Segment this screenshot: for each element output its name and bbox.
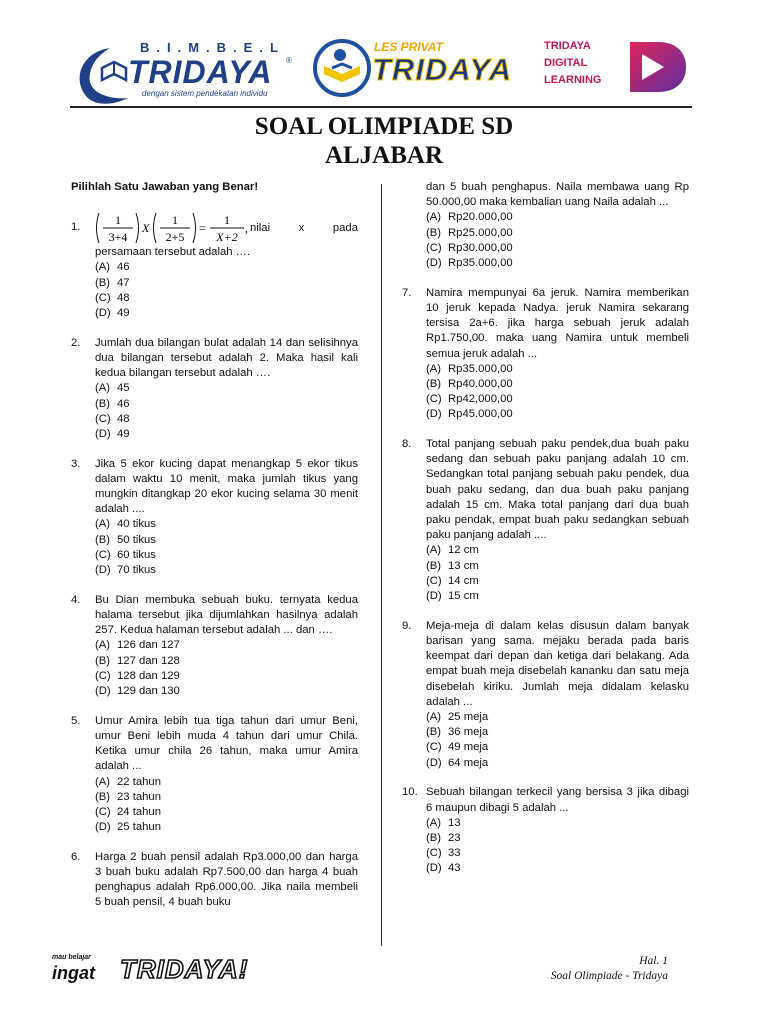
option-value: 23 [448,831,461,844]
answer-option[interactable] [95,563,358,578]
fraction-1-numerator: 1 [115,213,121,228]
tail-word: nilai [250,221,271,234]
option-value: 36 meja [448,726,489,739]
instruction-text: Pilihlah Satu Jawaban yang Benar! [71,181,259,193]
option-value: Rp25.000,00 [448,226,513,239]
option-value: 50 tikus [117,533,156,546]
option-value: 49 [117,427,130,440]
les-privat-brand-name: TRIDAYA [372,52,513,87]
option-letter: (C) [426,847,442,860]
option-value: 129 dan 130 [117,684,180,697]
answer-option[interactable] [95,684,358,699]
option-letter: (D) [426,257,442,270]
option-letter: (B) [426,726,442,739]
tail-word: x [298,221,305,234]
answer-option[interactable] [95,669,358,684]
option-value: 45 [117,382,130,395]
digital-line-1: TRIDAYA [544,40,591,52]
option-value: 127 dan 128 [117,654,180,667]
answer-option[interactable] [426,710,689,725]
question-item [71,336,358,442]
answer-option[interactable] [426,362,689,377]
option-value: Rp40.000,00 [448,377,513,390]
option-value: 13 [448,816,461,829]
answer-option[interactable] [95,517,358,532]
answer-option[interactable] [426,589,689,604]
digital-line-3: LEARNING [544,74,602,86]
bimbel-label: B.I.M.B.E.L [140,40,285,55]
option-letter: (C) [426,241,442,254]
equation-comma: , [245,221,248,236]
option-letter: (D) [426,590,442,603]
fraction-3-denominator: X+2 [216,230,238,245]
question-item [402,286,689,423]
question-number: 1. [71,221,81,234]
times-variable: X [142,221,150,236]
option-letter: (C) [95,291,111,304]
option-letter: (C) [426,574,442,587]
answer-option[interactable] [95,805,358,820]
question-item [402,437,689,604]
ingat-tridaya-logo [52,952,262,988]
answer-option[interactable] [95,381,358,396]
option-letter: (D) [95,307,111,320]
answer-option[interactable] [426,241,689,256]
question-text: persamaan tersebut adalah …. [95,246,251,259]
question-text: Sebuah bilangan terkecil yang bersisa 3 jika dibagi 6 maupun dibagi 5 adalah ... [426,786,689,814]
equation-formula [95,211,250,245]
option-value: 40 tikus [117,518,156,531]
answer-option[interactable] [426,725,689,740]
answer-option[interactable] [426,831,689,846]
option-value: 22 tahun [117,775,161,788]
answer-option[interactable] [426,740,689,755]
question-6-continued [402,180,689,271]
option-value: Rp42,000,00 [448,393,513,406]
question-text: Jika 5 ekor kucing dapat menangkap 5 ekor tikus dalam waktu 10 menit, maka jumlah tikus yang mungkin ditangkap 20 ekor kucing selama 30 menit adalah .... [95,457,358,516]
question-item [71,457,358,579]
question-number: 7. [402,286,412,299]
answer-option[interactable] [95,654,358,669]
option-letter: (D) [426,408,442,421]
option-value: Rp45.000,00 [448,408,513,421]
option-letter: (C) [95,805,111,818]
fraction-2-numerator: 1 [172,213,178,228]
answer-option[interactable] [426,543,689,558]
option-value: 23 tahun [117,790,161,803]
question-text: Total panjang sebuah paku pendek,dua buah paku sedang dan sebuah paku panjang adalah 10 cm. Sedangkan total panjang sebuah paku pendek, dua buah paku sedang, dan dua buah paku panjang adalah 15 cm. Maka total panjang dari dua buah paku pendak, empat buah paku sedangkan sebuah paku panjang adalah .... [426,438,689,542]
answer-option[interactable] [95,548,358,563]
tail-word: pada [332,221,358,234]
answer-option[interactable] [426,226,689,241]
fraction-1-denominator: 3+4 [108,230,128,245]
option-letter: (B) [95,533,111,546]
answer-option[interactable] [95,820,358,835]
answer-option[interactable] [95,306,358,321]
option-value: 49 meja [448,741,489,754]
option-letter: (A) [426,211,442,224]
answer-option[interactable] [95,775,358,790]
bimbel-brand-name: TRIDAYA [128,54,273,90]
option-value: 126 dan 127 [117,639,180,652]
answer-option[interactable] [426,756,689,771]
answer-option[interactable] [426,392,689,407]
footer-logo-brand: TRIDAYA! [120,954,249,984]
option-value: Rp30.000,00 [448,241,513,254]
bimbel-tagline: dengan sistem pendekatan individu [142,89,268,98]
option-value: Rp20.000,00 [448,211,513,224]
answer-option[interactable] [95,638,358,653]
option-letter: (B) [426,226,442,239]
option-value: 15 cm [448,590,479,603]
right-column [402,180,689,891]
fraction-3-numerator: 1 [224,213,230,228]
answer-option[interactable] [426,210,689,225]
bimbel-tridaya-logo [72,38,302,110]
answer-option[interactable] [426,861,689,876]
option-value: 48 [117,291,130,304]
option-letter: (B) [426,377,442,390]
question-text: Harga 2 buah pensil adalah Rp3.000,00 dan harga 3 buah buku adalah Rp7.500,00 dan harga 4 buah penghapus adalah Rp6.000,00. Jika naila membeli 5 buah pensil, 4 buah buku [95,850,358,909]
option-value: 60 tikus [117,548,156,561]
question-number: 3. [71,457,81,470]
option-value: 25 tahun [117,821,161,834]
answer-option[interactable] [426,816,689,831]
option-value: Rp35.000,00 [448,257,513,270]
option-letter: (A) [95,775,111,788]
option-value: 46 [117,261,130,274]
question-number: 4. [71,593,81,606]
option-letter: (A) [426,544,442,557]
question-item [71,714,358,836]
les-privat-tridaya-logo [312,38,524,98]
question-text: Meja-meja di dalam kelas disusun dalam banyak barisan yang sama. mejaku berada pada baris keempat dari depan dan ketiga dari belakang. Ada empat buah meja disebelah kananku dan satu meja disebelah kiriku. Jumlah meja didalam kelasku adalah ... [426,619,689,708]
answer-option[interactable] [95,291,358,306]
option-letter: (D) [426,862,442,875]
option-value: 33 [448,847,461,860]
column-divider [381,184,382,946]
answer-option[interactable] [95,276,358,291]
option-value: 46 [117,397,130,410]
question-text: Jumlah dua bilangan bulat adalah 14 dan selisihnya dua bilangan tersebut adalah 2. Maka hasil kali kedua bilangan tersebut adalah …. [95,336,358,380]
answer-option[interactable] [426,256,689,271]
question-number: 10. [402,786,418,799]
question-1-tail [250,221,358,236]
option-letter: (C) [95,412,111,425]
question-item [402,619,689,771]
option-letter: (B) [426,559,442,572]
document-name: Soal Olimpiade - Tridaya [550,970,668,982]
question-item [71,593,358,699]
answer-option[interactable] [426,559,689,574]
answer-option[interactable] [95,412,358,427]
option-letter: (B) [426,831,442,844]
letter-d-play-icon [624,40,688,94]
answer-option[interactable] [95,397,358,412]
question-6-options [426,210,689,271]
page-subtitle: ALJABAR [324,142,444,169]
option-value: 43 [448,862,461,875]
question-number: 2. [71,336,81,349]
answer-option[interactable] [95,260,358,275]
question-text: Umur Amira lebih tua tiga tahun dari umur Beni, umur Beni lebih muda 4 tahun dari umur Chila. Ketika umur chila 26 tahun, maka umur Amira adalah ... [95,714,358,773]
option-letter: (A) [95,639,111,652]
option-letter: (A) [426,816,442,829]
option-value: 70 tikus [117,564,156,577]
option-letter: (D) [95,564,111,577]
option-letter: (B) [95,276,111,289]
left-question-list [71,336,358,911]
footer-logo-ingat: ingat [52,963,95,983]
option-letter: (A) [95,261,111,274]
digital-line-2: DIGITAL [544,57,588,69]
tridaya-digital-learning-logo [540,38,690,98]
right-question-list [402,286,689,877]
option-letter: (D) [95,427,111,440]
question-number: 8. [402,438,412,451]
question-text: Namira mempunyai 6a jeruk. Namira memberikan 10 jeruk kepada Nadya. jeruk Namira sekarang tersisa 2a+6. jika harga sebuah jeruk adalah Rp1.750,00. maka uang Namira untuk membeli semua jeruk adalah ... [426,286,689,360]
question-number: 6. [71,850,81,863]
reading-person-icon [312,38,372,98]
question-item [71,850,358,911]
option-value: 12 cm [448,544,479,557]
option-value: Rp35.000,00 [448,362,513,375]
page-title: SOAL OLIMPIADE SD [254,113,514,140]
option-letter: (D) [95,821,111,834]
option-letter: (B) [95,790,111,803]
left-column [71,180,358,925]
option-value: 128 dan 129 [117,669,180,682]
les-privat-label: LES PRIVAT [374,40,443,54]
answer-option[interactable] [95,533,358,548]
option-letter: (B) [95,654,111,667]
option-letter: (A) [95,518,111,531]
header-divider [70,106,692,108]
question-1-equation [95,211,358,245]
option-value: 14 cm [448,574,479,587]
option-letter: (D) [95,684,111,697]
option-value: 47 [117,276,130,289]
answer-option[interactable] [426,574,689,589]
option-letter: (C) [426,741,442,754]
question-1 [71,211,358,321]
question-number: 5. [71,714,81,727]
footer-logo-small-text: mau belajar [52,954,91,961]
option-letter: (C) [95,548,111,561]
option-letter: (A) [426,362,442,375]
option-letter: (C) [95,669,111,682]
option-letter: (B) [95,397,111,410]
answer-option[interactable] [426,407,689,422]
option-letter: (D) [426,756,442,769]
equals-sign: = [199,221,206,236]
option-value: 49 [117,307,130,320]
question-text: dan 5 buah penghapus. Naila membawa uang Rp 50.000,00 maka kembalian uang Naila adalah ... [426,181,689,209]
option-value: 25 meja [448,711,489,723]
option-value: 48 [117,412,130,425]
option-value: 64 meja [448,756,489,769]
question-item [402,785,689,876]
answer-option[interactable] [95,427,358,442]
option-value: 13 cm [448,559,479,572]
page-number: Hal. 1 [639,955,668,967]
answer-option[interactable] [426,377,689,392]
option-letter: (A) [95,382,111,395]
fraction-2-denominator: 2+5 [165,230,185,245]
answer-option[interactable] [95,790,358,805]
registered-mark: ® [286,56,292,65]
option-value: 24 tahun [117,805,161,818]
option-letter: (C) [426,393,442,406]
answer-option[interactable] [426,846,689,861]
question-text: Bu Dian membuka sebuah buku. ternyata kedua halama tersebut jika dijumlahkan hasilnya adalah 257. Kedua halaman tersebut adalah ... dan …. [95,593,358,637]
question-number: 9. [402,619,412,632]
option-letter: (A) [426,711,442,723]
